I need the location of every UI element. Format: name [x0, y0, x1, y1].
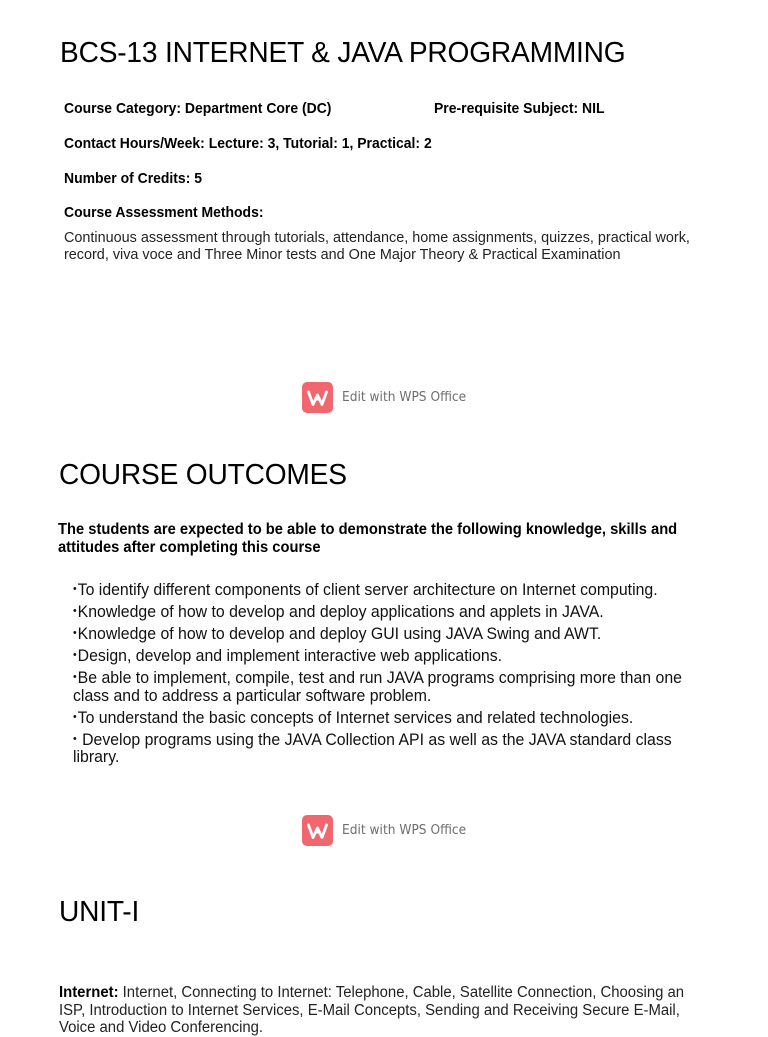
list-item — [73, 669, 710, 705]
number-of-credits: Number of Credits: 5 — [64, 170, 202, 187]
wps-office-logo-icon — [302, 382, 333, 413]
prerequisite-subject: Pre-requisite Subject: NIL — [434, 100, 605, 117]
outcome-text: Knowledge of how to develop and deploy applications and applets in JAVA. — [77, 603, 604, 621]
outcome-text: Be able to implement, compile, test and run JAVA programs comprising more than one class and to address a particular software problem. — [73, 669, 682, 705]
edit-with-wps-link[interactable] — [302, 382, 474, 413]
list-item — [73, 731, 710, 767]
outcome-text: To understand the basic concepts of Internet services and related technologies. — [77, 708, 634, 727]
bullet-glyph: • — [73, 583, 77, 595]
page-title: BCS-13 INTERNET & JAVA PROGRAMMING — [60, 37, 626, 69]
unit-lead-term: Internet: — [59, 984, 119, 1001]
wps-office-logo-icon — [302, 815, 333, 846]
bullet-glyph: • — [73, 627, 77, 639]
list-item — [73, 709, 710, 728]
list-item — [73, 603, 710, 622]
edit-with-wps-link[interactable] — [302, 815, 474, 846]
unit-heading: UNIT-I — [59, 896, 140, 928]
bullet-glyph: • — [73, 649, 77, 661]
wps-label: Edit with WPS Office — [342, 390, 467, 405]
outcome-text: Design, develop and implement interactive web applications. — [77, 647, 503, 665]
unit-body-text: Internet, Connecting to Internet: Telephone, Cable, Satellite Connection, Choosing an ISP, Introduction to Internet Services, E-Mail Concepts, Sending and Receiving Secure E-Mail, Voice and Video Conferencing. — [59, 984, 685, 1036]
course-category: Course Category: Department Core (DC) — [64, 100, 332, 117]
contact-hours: Contact Hours/Week: Lecture: 3, Tutorial: 1, Practical: 2 — [64, 135, 432, 152]
assessment-heading: Course Assessment Methods: — [64, 204, 264, 221]
bullet-glyph: • — [73, 671, 77, 683]
outcomes-list — [73, 581, 710, 770]
list-item — [73, 581, 710, 600]
list-item — [73, 625, 710, 644]
outcome-text: To identify different components of client server architecture on Internet computing. — [77, 581, 658, 599]
unit-description — [59, 984, 700, 1037]
bullet-glyph: • — [73, 605, 77, 617]
bullet-glyph: • — [73, 710, 77, 723]
assessment-text: Continuous assessment through tutorials, attendance, home assignments, quizzes, practical work, record, viva voce and Three Minor tests and One Major Theory & Practical Examination — [64, 229, 690, 263]
outcomes-intro: The students are expected to be able to demonstrate the following knowledge, skills and attitudes after completing this course — [58, 521, 678, 556]
list-item — [73, 647, 710, 666]
wps-label: Edit with WPS Office — [342, 823, 467, 838]
outcome-text: Develop programs using the JAVA Collection API as well as the JAVA standard class library. — [73, 730, 672, 766]
outcomes-heading: COURSE OUTCOMES — [59, 459, 347, 491]
bullet-glyph: • — [73, 732, 77, 745]
outcome-text: Knowledge of how to develop and deploy GUI using JAVA Swing and AWT. — [77, 625, 602, 643]
